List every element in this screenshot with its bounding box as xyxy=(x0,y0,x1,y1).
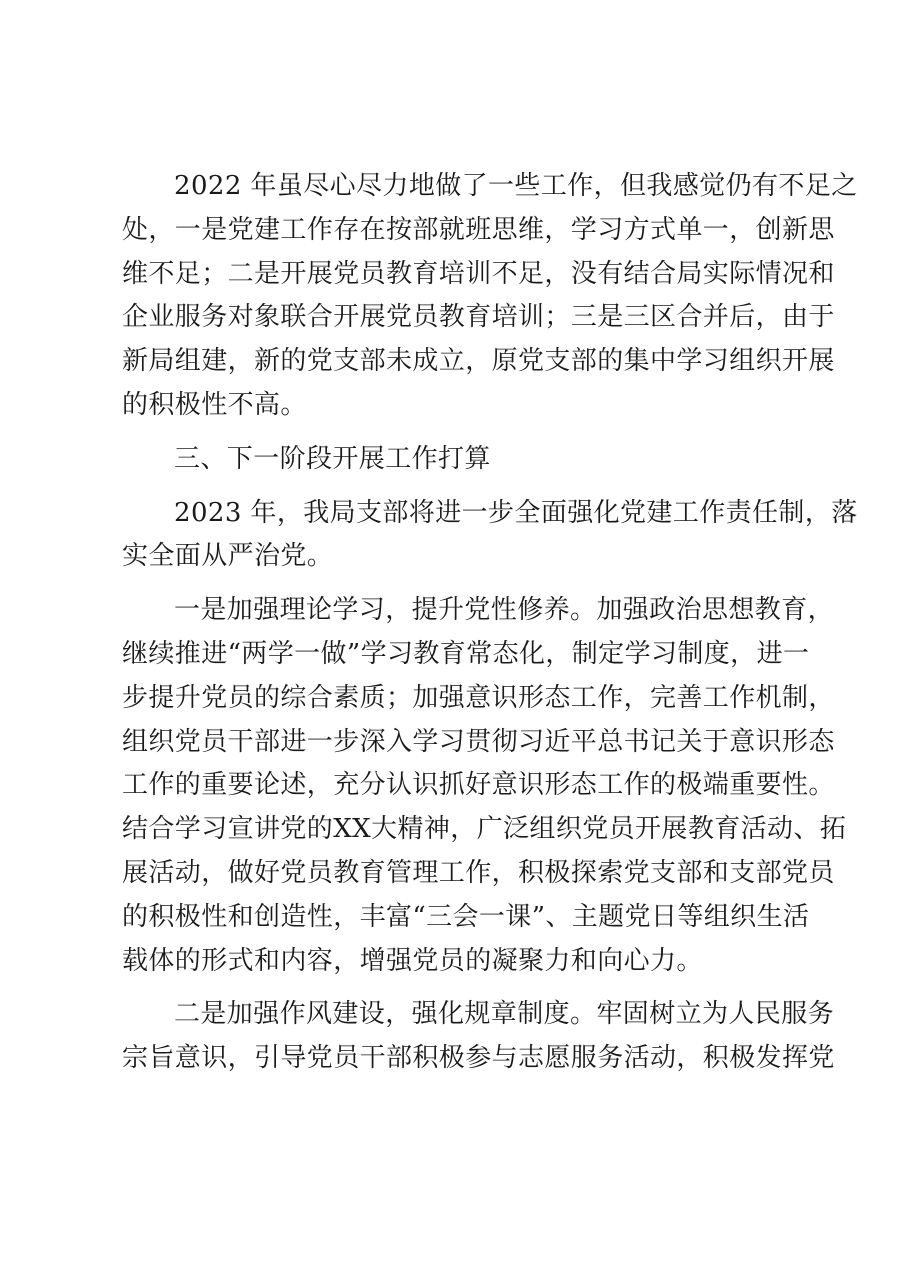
paragraph-gap xyxy=(122,579,790,589)
paragraph-shortcomings xyxy=(122,165,858,428)
paragraph-gap xyxy=(122,983,790,993)
text-line: 展活动，做好党员教育管理工作，积极探索党支部和支部党员 xyxy=(122,857,835,888)
text-line: 2023 年，我局支部将进一步全面强化党建工作责任制，落 xyxy=(174,497,858,528)
heading-line: 三、下一阶段开展工作打算 xyxy=(174,443,491,474)
text-line: 二是加强作风建设，强化规章制度。牢固树立为人民服务 xyxy=(174,999,835,1030)
text-line: 载体的形式和内容，增强党员的凝聚力和向心力。 xyxy=(122,945,703,976)
text-line: 继续推进“两学一做”学习教育常态化，制定学习制度，进一 xyxy=(122,638,810,669)
text-line: 的积极性和创造性，丰富“三会一课”、主题党日等组织生活 xyxy=(122,901,810,932)
text-line: 企业服务对象联合开展党员教育培训；三是三区合并后，由于 xyxy=(122,302,835,333)
text-line: 新局组建，新的党支部未成立，原党支部的集中学习组织开展 xyxy=(122,346,835,377)
text-line: 的积极性不高。 xyxy=(122,389,307,420)
text-line: 组织党员干部进一步深入学习贯彻习近平总书记关于意识形态 xyxy=(122,726,835,757)
paragraph-gap xyxy=(122,482,790,492)
text-line: 处，一是党建工作存在按部就班思维，学习方式单一，创新思 xyxy=(122,214,835,245)
document-body xyxy=(122,165,858,1081)
paragraph-theory-study xyxy=(122,589,847,983)
section-heading xyxy=(122,438,790,482)
text-line: 工作的重要论述，充分认识抓好意识形态工作的极端重要性。 xyxy=(122,770,835,801)
text-line: 宗旨意识，引导党员干部积极参与志愿服务活动，积极发挥党 xyxy=(122,1043,835,1074)
paragraph-work-style xyxy=(122,993,835,1081)
text-line: 一是加强理论学习，提升党性修养。加强政治思想教育， xyxy=(174,595,835,626)
text-line: 结合学习宣讲党的XX大精神，广泛组织党员开展教育活动、拓 xyxy=(122,814,847,845)
text-line: 实全面从严治党。 xyxy=(122,541,334,572)
text-line: 步提升党员的综合素质；加强意识形态工作，完善工作机制， xyxy=(122,682,835,713)
paragraph-gap xyxy=(122,428,790,438)
paragraph-2023-plan xyxy=(122,492,858,580)
text-line: 2022 年虽尽心尽力地做了一些工作，但我感觉仍有不足之 xyxy=(174,171,858,201)
text-line: 维不足；二是开展党员教育培训不足，没有结合局实际情况和 xyxy=(122,258,835,289)
